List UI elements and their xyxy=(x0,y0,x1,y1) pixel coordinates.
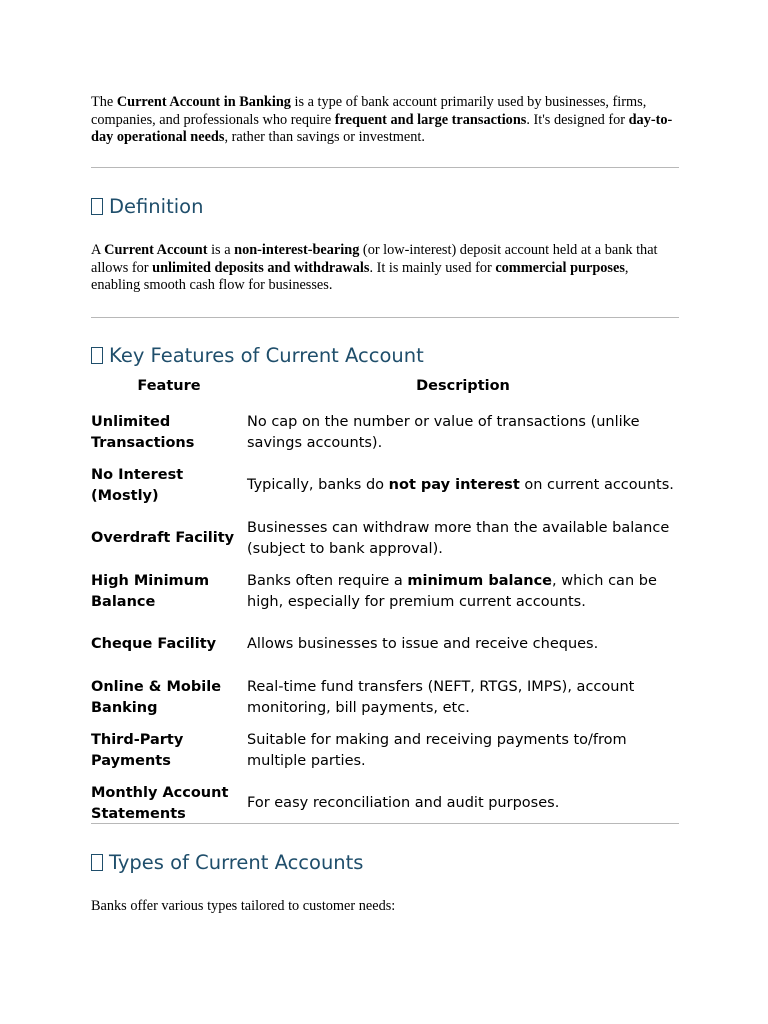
divider xyxy=(91,317,679,318)
description-cell: Real-time fund transfers (NEFT, RTGS, IMPS), account monitoring, bill payments, etc. xyxy=(247,678,635,716)
feature-cell: High Minimum Balance xyxy=(91,572,210,610)
features-table xyxy=(91,374,679,830)
pin-icon xyxy=(91,198,103,215)
feature-cell: Overdraft Facility xyxy=(91,530,235,546)
definition-paragraph: A Current Account is a non-interest-bearing (or low-interest) deposit account held at a bank that allows for unlimited deposits and withdrawals. It is mainly used for commercial purposes, enabling smooth cash flow for businesses. xyxy=(91,242,658,293)
description-cell: Banks often require a minimum balance, which can be high, especially for premium current accounts. xyxy=(247,572,657,610)
divider xyxy=(91,823,679,824)
types-heading: Types of Current Accounts xyxy=(91,851,363,875)
table-row xyxy=(91,512,679,565)
definition-heading: Definition xyxy=(91,195,203,219)
description-cell: Suitable for making and receiving payments to/from multiple parties. xyxy=(247,731,627,769)
types-paragraph: Banks offer various types tailored to customer needs: xyxy=(91,898,396,914)
divider xyxy=(91,167,679,168)
table-row xyxy=(91,618,679,671)
feature-cell: Unlimited Transactions xyxy=(91,413,195,451)
description-cell: No cap on the number or value of transactions (unlike savings accounts). xyxy=(247,413,640,451)
feature-cell: Cheque Facility xyxy=(91,636,217,652)
table-row xyxy=(91,724,679,777)
description-cell: Typically, banks do not pay interest on current accounts. xyxy=(247,477,674,493)
key-icon xyxy=(91,347,103,364)
key-features-heading: Key Features of Current Account xyxy=(91,344,424,368)
table-row xyxy=(91,671,679,724)
table-row xyxy=(91,459,679,512)
column-header-description: Description xyxy=(416,378,510,394)
intro-paragraph: The Current Account in Banking is a type of bank account primarily used by businesses, firms, companies, and professionals who require frequent and large transactions. It's designed for day-to-day operational needs, rather than savings or investment. xyxy=(91,94,673,145)
feature-cell: Monthly Account Statements xyxy=(91,784,229,822)
table-row xyxy=(91,565,679,618)
feature-cell: Third-Party Payments xyxy=(91,731,184,769)
description-cell: Allows businesses to issue and receive cheques. xyxy=(247,636,599,652)
description-cell: Businesses can withdraw more than the available balance (subject to bank approval). xyxy=(247,519,670,557)
feature-cell: No Interest (Mostly) xyxy=(91,466,184,504)
feature-cell: Online & Mobile Banking xyxy=(91,678,222,716)
column-header-feature: Feature xyxy=(137,378,201,394)
table-row xyxy=(91,406,679,459)
bank-icon xyxy=(91,854,103,871)
description-cell: For easy reconciliation and audit purposes. xyxy=(247,795,560,811)
